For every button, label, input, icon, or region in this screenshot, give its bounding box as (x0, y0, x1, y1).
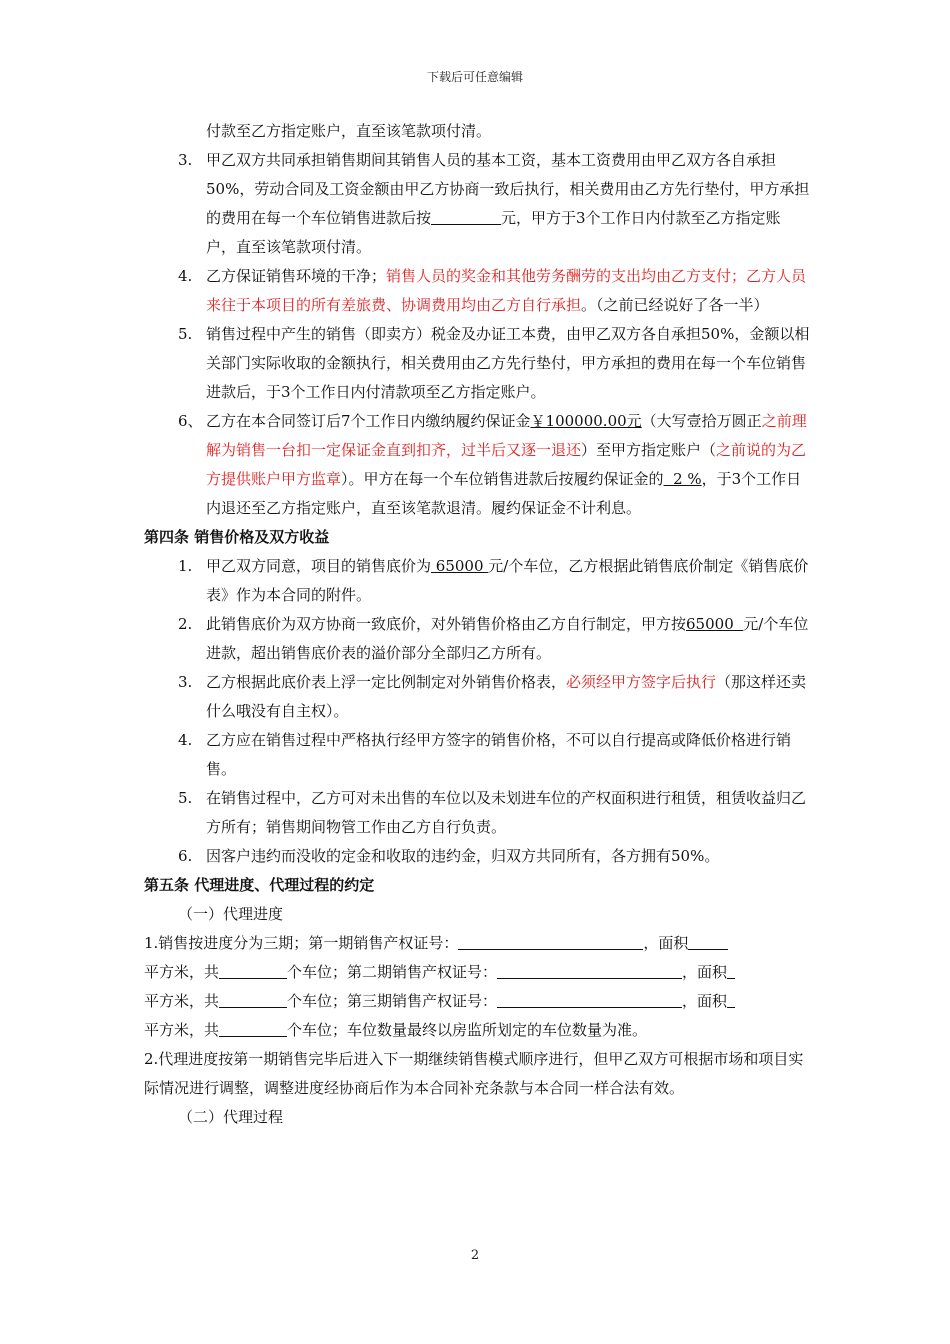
blank-amount-field (431, 209, 501, 225)
item-number: 5. (178, 789, 193, 807)
item-text: 因客户违约而没收的定金和收取的违约金，归双方共同所有，各方拥有50%。 (206, 847, 720, 865)
item-text: 此销售底价为双方协商一致底价，对外销售价格由乙方自行制定，甲方按65000 元/个车位进款，超出销售底价表的溢价部分全部归乙方所有。 (206, 615, 809, 662)
progress-line: 平方米，共 个车位；车位数量最终以房监所划定的车位数量为准。 (144, 1021, 648, 1039)
article3-item-4 (144, 262, 810, 320)
blank-certificate-field (458, 934, 643, 950)
item-number: 1. (178, 557, 193, 575)
progress-line: 平方米，共 个车位；第三期销售产权证号： ，面积 (144, 987, 810, 1016)
article4-item-5 (144, 784, 810, 842)
deposit-percent: 2 % (663, 470, 702, 488)
blank-count-field (219, 992, 287, 1008)
page-number: 2 (470, 1248, 480, 1263)
continuation-line: 付款至乙方指定账户，直至该笔款项付清。 (206, 122, 492, 140)
blank-count-field (219, 963, 287, 979)
item-number: 4. (178, 267, 193, 285)
item-text: 乙方保证销售环境的干净；销售人员的奖金和其他劳务酬劳的支出均由乙方支付；乙方人员来往于本项目的所有差旅费、协调费用均由乙方自行承担。（之前已经说好了各一半） (206, 267, 807, 314)
item-number: 2. (178, 615, 193, 633)
item-text: 在销售过程中，乙方可对未出售的车位以及未划进车位的产权面积进行租赁，租赁收益归乙方所有；销售期间物管工作由乙方自行负责。 (206, 789, 807, 836)
blank-area-field (688, 934, 728, 950)
article4-title: 第四条 销售价格及双方收益 (144, 528, 330, 546)
item-text: 乙方应在销售过程中严格执行经甲方签字的销售价格，不可以自行提高或降低价格进行销售。 (206, 731, 792, 778)
red-annotation: 之前理解为销售一台扣一定保证金直到扣齐，过半后又逐一退还 (206, 412, 807, 459)
item-text: 乙方在本合同签订后7个工作日内缴纳履约保证金￥100000.00元（大写壹拾万圆正之前理解为销售一台扣一定保证金直到扣齐，过半后又逐一退还）至甲方指定账户（之前说的为乙方提供账户甲方监章）。甲方在每一个车位销售进款后按履约保证金的 2 %，于3个工作日内退还至乙方指定账户，直至该笔款退清。履约保证金不计利息。 (206, 412, 807, 517)
article4-item-4 (144, 726, 810, 784)
page-header: 下载后可任意编辑 (426, 70, 523, 84)
article3-item-3 (144, 146, 810, 262)
red-annotation: 之前说的为乙方提供账户甲方监章 (206, 441, 807, 488)
base-price: 65000 (431, 557, 489, 575)
item-number: 3. (178, 673, 193, 691)
progress-line: 1.销售按进度分为三期；第一期销售产权证号： ，面积 (144, 929, 810, 958)
article4-item-2 (144, 610, 810, 668)
item-number: 3. (178, 151, 193, 169)
document-body (144, 117, 810, 1132)
blank-area-field (727, 963, 735, 979)
blank-certificate-field (497, 992, 682, 1008)
article4-item-6 (144, 842, 810, 871)
article4-item-3 (144, 668, 810, 726)
item-text: 销售过程中产生的销售（即卖方）税金及办证工本费，由甲乙双方各自承担50%，金额以相关部门实际收取的金额执行，相关费用由乙方先行垫付，甲方承担的费用在每一个车位销售进款后，于3个工作日内付清款项至乙方指定账户。 (206, 325, 810, 401)
item-number: 4. (178, 731, 193, 749)
base-price: 65000 (686, 615, 744, 633)
red-annotation: 必须经甲方签字后执行 (566, 673, 717, 691)
item-number: 6、 (178, 412, 203, 430)
article4-item-1 (144, 552, 810, 610)
blank-count-field (219, 1021, 287, 1037)
item-number: 5. (178, 325, 193, 343)
subsection-heading: （一）代理进度 (178, 905, 284, 923)
article3-item-5 (144, 320, 810, 407)
subsection-heading: （二）代理过程 (178, 1108, 284, 1126)
progress-adjustment-paragraph: 2.代理进度按第一期销售完毕后进入下一期继续销售模式顺序进行，但甲乙双方可根据市场和项目实际情况进行调整，调整进度经协商后作为本合同补充条款与本合同一样合法有效。 (144, 1050, 804, 1097)
item-text: 乙方根据此底价表上浮一定比例制定对外销售价格表，必须经甲方签字后执行（那这样还卖什么哦没有自主权）。 (206, 673, 807, 720)
blank-certificate-field (497, 963, 682, 979)
item-text: 甲乙双方同意，项目的销售底价为 65000 元/个车位，乙方根据此销售底价制定《销售底价表》作为本合同的附件。 (206, 557, 809, 604)
red-annotation: 销售人员的奖金和其他劳务酬劳的支出均由乙方支付；乙方人员来往于本项目的所有差旅费、协调费用均由乙方自行承担 (206, 267, 807, 314)
blank-area-field (727, 992, 735, 1008)
article3-item-6 (144, 407, 810, 523)
deposit-amount: ￥100000.00元 (530, 412, 642, 430)
progress-paragraph (144, 929, 810, 1045)
item-number: 6. (178, 847, 193, 865)
progress-line: 平方米，共 个车位；第二期销售产权证号： ，面积 (144, 958, 810, 987)
article5-title: 第五条 代理进度、代理过程的约定 (144, 876, 375, 894)
item-text: 甲乙双方共同承担销售期间其销售人员的基本工资，基本工资费用由甲乙双方各自承担50%，劳动合同及工资金额由甲乙方协商一致后执行，相关费用由乙方先行垫付，甲方承担的费用在每一个车位销售进款后按 元，甲方于3个工作日内付款至乙方指定账户，直至该笔款项付清。 (206, 151, 810, 256)
